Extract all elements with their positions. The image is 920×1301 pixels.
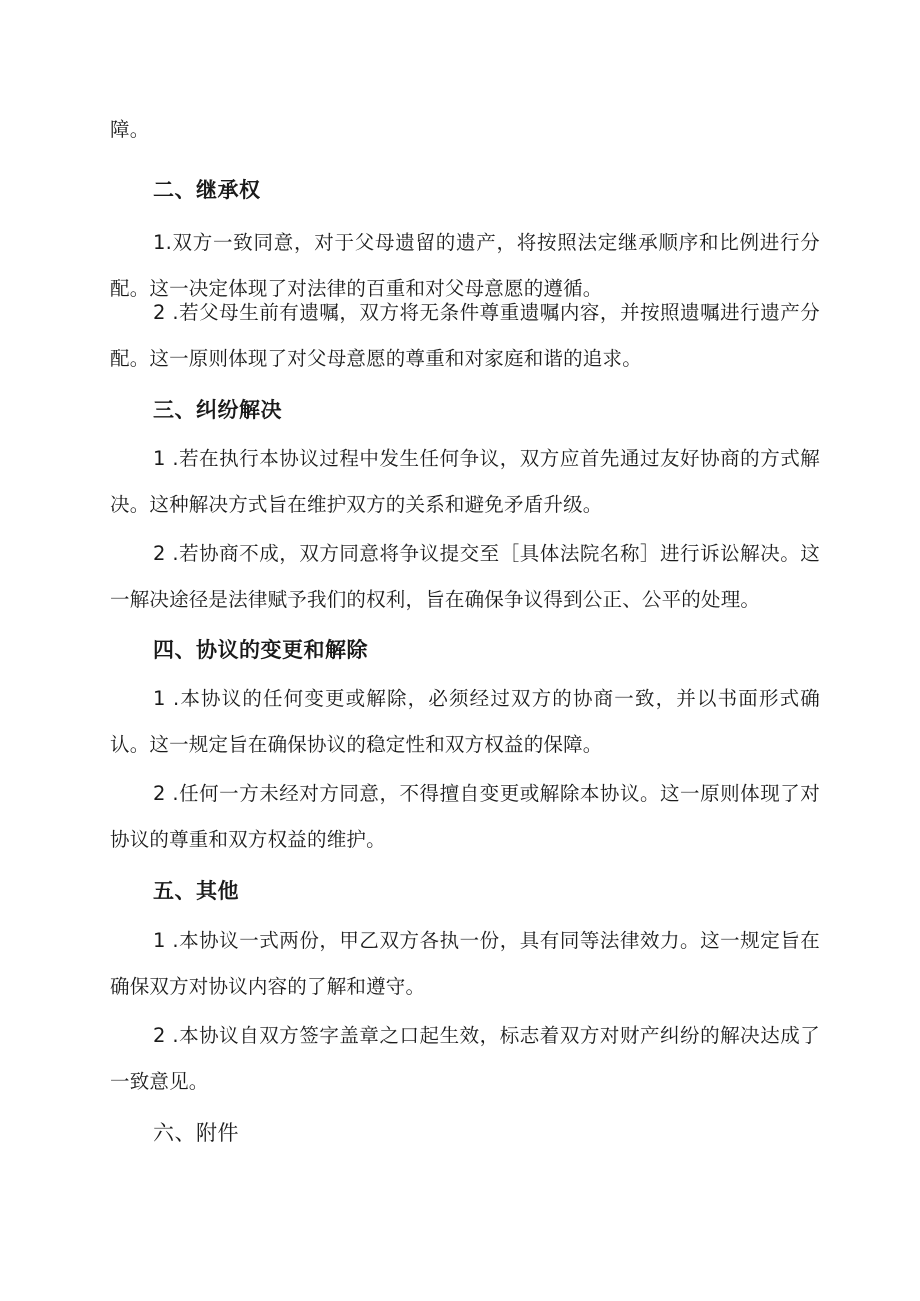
paragraph: 2 .若父母生前有遗嘱，双方将无条件尊重遗嘱内容，并按照遗嘱进行遗产分配。这一原则体现了对父母意愿的尊重和对家庭和谐的追求。 bbox=[110, 301, 820, 370]
paragraph: 2 .本协议自双方签字盖章之口起生效，标志着双方对财产纠纷的解决达成了一致意见。 bbox=[110, 1024, 820, 1093]
paragraph: 1 .若在执行本协议过程中发生任何争议，双方应首先通过友好协商的方式解决。这种解决方式旨在维护双方的关系和避免矛盾升级。 bbox=[110, 447, 820, 516]
paragraph: 1 .本协议的任何变更或解除，必须经过双方的协商一致，并以书面形式确认。这一规定旨在确保协议的稳定性和双方权益的保障。 bbox=[110, 687, 820, 756]
paragraph: 1.双方一致同意，对于父母遗留的遗产，将按照法定继承顺序和比例进行分配。这一决定体现了对法律的百重和对父母意愿的遵循。 bbox=[110, 231, 820, 300]
paragraph: 1 .本协议一式两份，甲乙双方各执一份，具有同等法律效力。这一规定旨在确保双方对协议内容的了解和遵守。 bbox=[110, 929, 820, 998]
section-heading-amendment: 四、协议的变更和解除 bbox=[153, 638, 368, 662]
section-heading-other: 五、其他 bbox=[153, 879, 239, 903]
paragraph: 2 .任何一方未经对方同意，不得擅自变更或解除本协议。这一原则体现了对协议的尊重和双方权益的维护。 bbox=[110, 782, 820, 851]
section-heading-attachments: 六、附件 bbox=[153, 1121, 239, 1145]
paragraph: 2 .若协商不成，双方同意将争议提交至［具体法院名称］进行诉讼解决。这一解决途径是法律赋予我们的权利，旨在确保争议得到公正、公平的处理。 bbox=[110, 542, 820, 611]
section-heading-inheritance: 二、继承权 bbox=[153, 178, 261, 202]
paragraph-continuation: 障。 bbox=[110, 118, 150, 141]
section-heading-dispute-resolution: 三、纠纷解决 bbox=[153, 398, 282, 422]
